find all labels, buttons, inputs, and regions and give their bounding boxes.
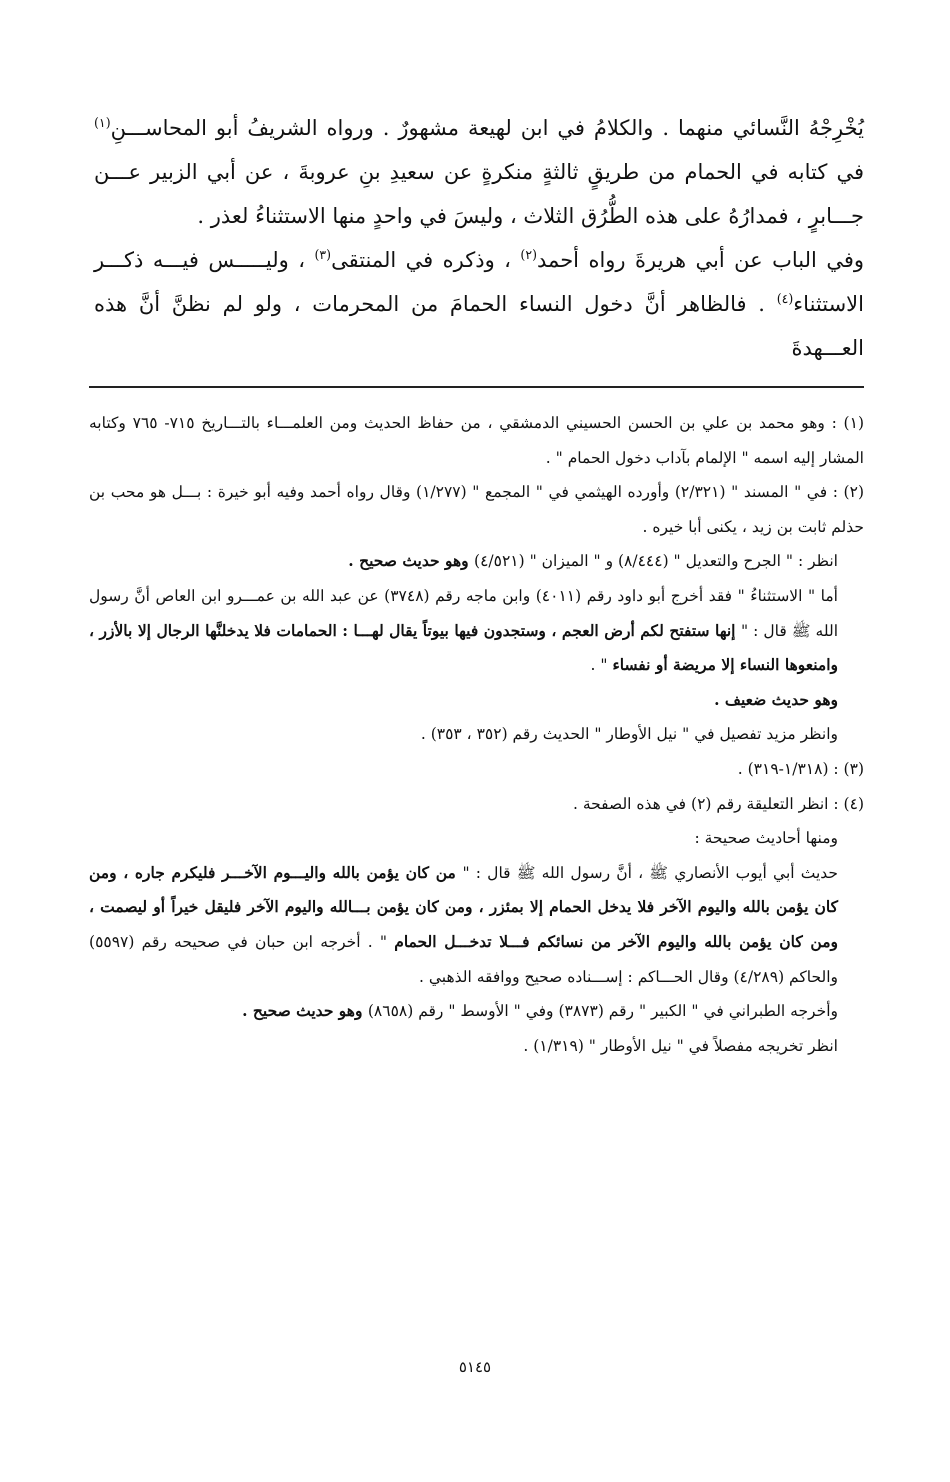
footnote-2-istithna: أما " الاستثناءُ " فقد أخرج أبو داود رقم (٤٠١١) وابن ماجه رقم (٣٧٤٨) عن عبد الله بن عمـــرو ابن العاص أنَّ رسول الله ﷺ قال : " إنها ستفتح لكم أرض العجم ، وستجدون فيها بيوتاً يقال لهـــا : الحمامات فلا يدخلنَّها الرجال إلا بالأزر ، وامنعوها النساء إلا مريضة أو نفساء " . — [89, 586, 838, 675]
page-number: ٥١٤٥ — [458, 1358, 492, 1376]
footnote-ref-2[interactable]: (٢) — [520, 247, 538, 262]
footnotes — [89, 406, 864, 1063]
footnote-4-tabarani: وأخرجه الطبراني في " الكبير " رقم (٣٨٧٣) وفي " الأوسط " رقم (٨٦٥٨) وهو حديث صحيح . — [242, 1001, 838, 1021]
footnote-2-weak: وهو حديث ضعيف . — [714, 689, 838, 709]
footnote-4: (٤) : انظر التعليقة رقم (٢) في هذه الصفحة . — [573, 794, 864, 813]
footnote-1: (١) : وهو محمد بن علي بن الحسن الحسيني الدمشقي ، من حفاظ الحديث ومن العلمـــاء بالتـــاريخ ٧١٥- ٧٦٥ وكتابه المشار إليه اسمه " الإلمام بآداب دخول الحمام " . — [89, 414, 864, 467]
footnote-2-more: وانظر مزيد تفصيل في " نيل الأوطار " الحديث رقم (٣٥٢ ، ٣٥٣) . — [420, 725, 838, 744]
footnote-ref-1[interactable]: (١) — [94, 115, 111, 130]
footnote-2: (٢) : في " المسند " (٢/٣٢١) وأورده الهيثمي في " المجمع " (١/٢٧٧) وقال رواه أحمد وفيه أبو خيرة : بـــل هو محب بن حذلم ثابت بن زيد ، يكنى أبا خيره . — [89, 483, 864, 536]
main-text — [94, 106, 864, 370]
footnote-4-sahih-heading: ومنها أحاديث صحيحة : — [694, 829, 838, 848]
footnote-4-see: انظر تخريجه مفصلاً في " نيل الأوطار " (١/٣١٩) . — [523, 1036, 838, 1055]
main-paragraph-2: وفي الباب عن أبي هريرةَ رواه أحمد$^{(٢)}$ ، وذكره في المنتقى$^{(٣)}$ ، وليـــــس فيـــه ذكـــر الاستثناء$^{(٤)}$ . فالظاهر أنَّ دخول النساء الحمامَ من المحرمات ، ولو لم نظنَّ أنَّ هذه العـــهدةَ — [94, 247, 865, 360]
footnote-separator — [89, 386, 864, 388]
footnote-ref-3[interactable]: (٣) — [314, 247, 332, 262]
footnote-3: (٣) : (١/٣١٨-٣١٩) . — [737, 759, 864, 778]
footnote-2-refs: انظر : " الجرح والتعديل " (٨/٤٤٤) و " الميزان " (٤/٥٢١) وهو حديث صحيح . — [348, 551, 838, 571]
main-paragraph-1: يُخْرِجْهُ النَّسائي منهما . والكلامُ في ابن لهيعة مشهورٌ . ورواه الشريفُ أبو المحاســـنِ$^{(١)}$ في كتابه في الحمام من طريقٍ ثالثةٍ منكرةٍ عن سعيدِ بنِ عروبةَ ، عن أبي الزبير عـــن جـــابرٍ ، فمدارُهُ على هذه الطُّرُق الثلاث ، وليسَ في واحدٍ منها الاستثناءُ لعذر . — [94, 115, 864, 228]
footnote-ref-4[interactable]: (٤) — [776, 291, 794, 306]
hadith-abu-ayyub: حديث أبي أيوب الأنصاري ﷺ ، أنَّ رسول الله ﷺ قال : " من كان يؤمن بالله واليـــوم الآخـــر فليكرم جاره ، ومن كان يؤمن بالله واليوم الآخر فلا يدخل الحمام إلا بمئزر ، ومن كان يؤمن بـــالله واليوم الآخر فليقل خيراً أو ليصمت ، ومن كان يؤمن بالله واليوم الآخر من نسائكم فـــلا تدخـــل الحمام " . أخرجه ابن حبان في صحيحه رقم (٥٥٩٧) والحاكم (٤/٢٨٩) وقال الحـــاكم : إســـناده صحيح ووافقه الذهبي . — [89, 862, 838, 986]
